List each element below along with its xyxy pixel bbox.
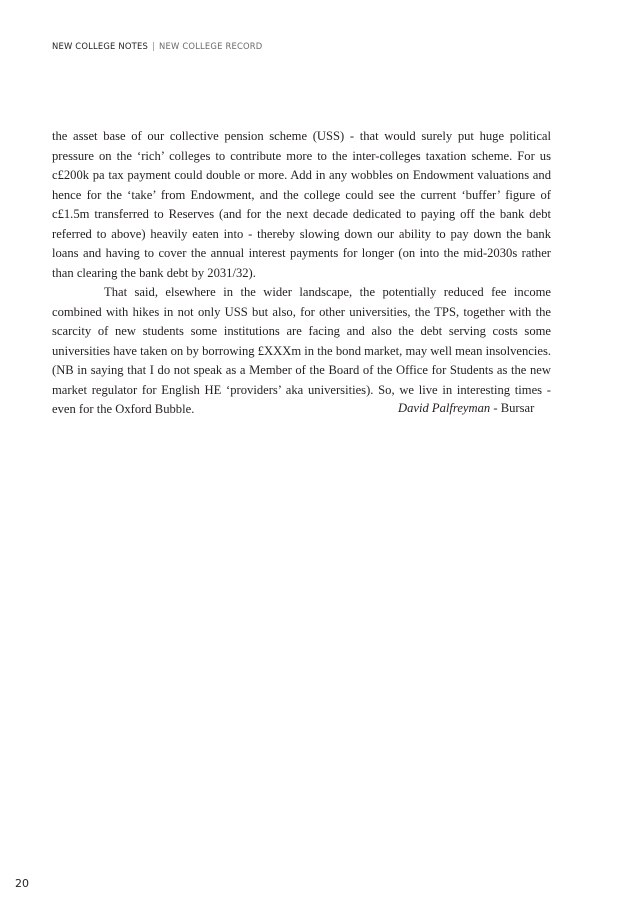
paragraph: That said, elsewhere in the wider landscape, the potentially reduced fee income combined with hikes in not only USS but also, for other universities, the TPS, together with the scarcity of new students some institutions are facing and also the debt serving costs some universities have taken on by borrowing £XXXm in the bond market, may well mean insolvencies. (NB in saying that I do not speak as a Member of the Board of the Office for Students as the new market regulator for English HE ‘providers’ aka universities). So, we live in interesting times - even for the Oxford Bubble.	[52, 285, 551, 416]
header-section-title: NEW COLLEGE NOTES	[52, 41, 148, 51]
running-header	[52, 41, 262, 51]
header-separator: |	[152, 41, 156, 51]
paragraph: the asset base of our collective pension scheme (USS) - that would surely put huge political pressure on the ‘rich’ colleges to contribute more to the inter-colleges taxation scheme. For us c£200k pa tax payment could double or more. Add in any wobbles on Endowment valuations and hence for the ‘take’ from Endowment, and the college could see the current ‘buffer’ figure of c£1.5m transferred to Reserves (and for the next decade dedicated to paying off the bank debt referred to above) heavily eaten into - thereby slowing down our ability to pay down the bank loans and having to cover the annual interest payments for longer (on into the mid-2030s rather than clearing the bank debt by 2031/32).	[52, 129, 551, 280]
signature-separator: -	[490, 401, 501, 415]
signature	[398, 399, 534, 419]
page-number: 20	[15, 877, 29, 890]
signature-role: Bursar	[500, 401, 535, 415]
signature-name: David Palfreyman	[398, 401, 491, 415]
header-publication-title: NEW COLLEGE RECORD	[159, 41, 263, 51]
body-text	[52, 127, 551, 420]
